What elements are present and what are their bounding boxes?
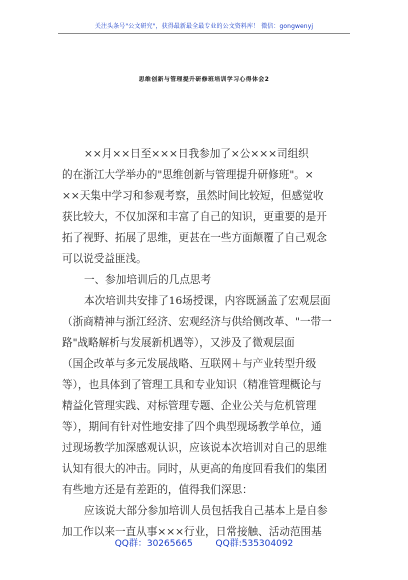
header-banner: 关注头条号"公文研究"，获得最新最全最专业的公文资料库！ 微信：gongwenyj <box>94 23 314 30</box>
body-line: 应该说大部分参加培训人员包括我自己基本上是自参 <box>84 505 328 517</box>
body-line: （国企改革与多元发展战略、互联网＋与产业转型升级 <box>62 358 317 370</box>
body-line: （浙商精神与浙江经济、宏观经济与供给侧改革、"一带一 <box>62 316 332 328</box>
footer-qq-group-2: QQ群:535304092 <box>215 539 294 549</box>
body-line: 获比较大，不仅加深和丰富了自己的知识，更重要的是开 <box>62 211 327 223</box>
header-divider <box>58 33 350 34</box>
document-title: 思维创新与管理提升研修班培训学习心得体会2 <box>138 77 270 83</box>
body-line: ××天集中学习和参观考察，虽然时间比较短，但感觉收 <box>62 190 324 202</box>
body-line: 有些地方还是有差距的，值得我们深思： <box>62 484 253 496</box>
body-line: 等），期间有针对性地安排了四个典型现场教学单位，通 <box>62 421 322 433</box>
body-line: 拓了视野、拓展了思维，更甚在一些方面颠覆了自己观念 <box>62 232 327 244</box>
body-line: ××月××日至×××日我参加了×公×××司组织 <box>84 148 309 160</box>
body-line: 路"战略解析与发展新机遇等），又涉及了微观层面 <box>62 337 295 349</box>
body-line: 加工作以来一直从事×××行业，日常接触、活动范围基 <box>62 526 322 538</box>
body-line: 精益化管理实践、对标管理专题、企业公关与危机管理 <box>62 400 317 412</box>
body-line: 等），也具体到了管理工具和专业知识（精准管理概论与 <box>62 379 322 391</box>
body-line: 本次培训共安排了16场授课，内容既涵盖了宏观层面 <box>84 295 331 307</box>
body-line: 可以说受益匪浅。 <box>62 253 147 265</box>
body-line: 过现场教学加深感观认识，应该说本次培训对自己的思维 <box>62 442 327 454</box>
footer-qq-group-1: QQ群：30265665 <box>114 539 193 549</box>
body-line: 的在浙江大学举办的"思维创新与管理提升研修班"。× <box>62 169 314 181</box>
section-heading: 一、参加培训后的几点思考 <box>84 274 212 286</box>
footer <box>0 536 408 549</box>
body-line: 认知有很大的冲击。同时，从更高的角度回看我们的集团 <box>62 463 327 475</box>
